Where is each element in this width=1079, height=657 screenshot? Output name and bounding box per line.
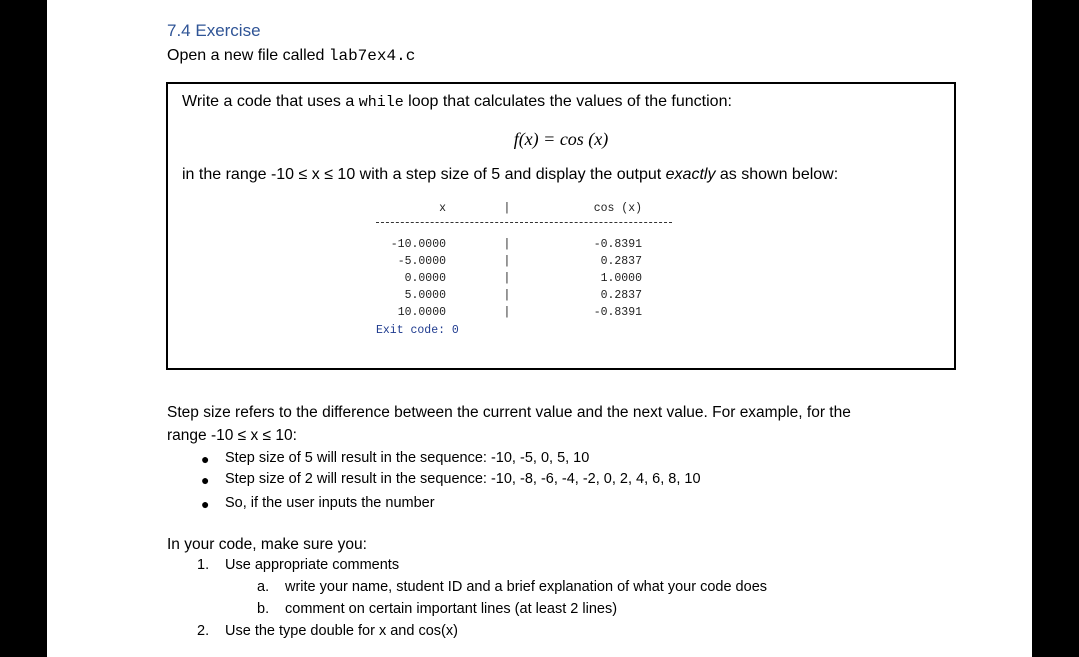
task-text-prefix: Write a code that uses a [182, 93, 359, 110]
range-text-suffix: as shown below: [715, 166, 839, 183]
requirements-intro: In your code, make sure you: [167, 536, 367, 553]
row-separator: | [503, 306, 511, 319]
console-row [376, 306, 672, 322]
task-instruction [182, 93, 732, 111]
sub-item-label: a. [257, 579, 270, 595]
row-x: 0.0000 [404, 272, 446, 285]
exit-code: Exit code: 0 [376, 324, 459, 337]
row-separator: | [503, 272, 511, 285]
open-file-instruction [167, 47, 415, 65]
row-x: 10.0000 [397, 306, 446, 319]
range-instruction [182, 166, 838, 184]
task-box [166, 82, 956, 370]
step-paragraph-line2: range -10 ≤ x ≤ 10: [167, 427, 297, 444]
row-separator: | [503, 255, 511, 268]
open-file-text: Open a new file called [167, 47, 329, 64]
range-emphasis: exactly [665, 166, 716, 183]
section-heading: 7.4 Exercise [167, 21, 261, 40]
step-paragraph-line1: Step size refers to the difference between the current value and the next value. For example, for the [167, 404, 851, 421]
console-row [376, 238, 672, 254]
row-cos: -0.8391 [593, 306, 642, 319]
row-cos: 0.2837 [600, 255, 642, 268]
header-x: x [439, 202, 446, 215]
console-row [376, 289, 672, 305]
row-x: -5.0000 [397, 255, 446, 268]
row-x: 5.0000 [404, 289, 446, 302]
bullet-icon: ● [201, 496, 210, 512]
requirement-subitem: write your name, student ID and a brief explanation of what your code does [285, 579, 768, 595]
list-item: So, if the user inputs the number [225, 495, 435, 511]
filename: lab7ex4.c [328, 47, 416, 65]
row-x: -10.0000 [390, 238, 446, 251]
row-separator: | [503, 289, 511, 302]
console-output [376, 202, 672, 342]
row-cos: 1.0000 [600, 272, 642, 285]
console-row [376, 255, 672, 271]
row-separator: | [503, 238, 511, 251]
console-header-row [376, 202, 672, 218]
requirements-list [167, 556, 967, 646]
item-number: 1. [197, 557, 210, 573]
header-separator: | [503, 202, 511, 215]
list-item: Step size of 5 will result in the sequence: -10, -5, 0, 5, 10 [225, 450, 590, 466]
task-text-suffix: loop that calculates the values of the function: [403, 93, 732, 110]
requirement-item: Use appropriate comments [225, 557, 400, 573]
header-cos: cos (x) [593, 202, 642, 215]
requirement-subitem: comment on certain important lines (at least 2 lines) [285, 601, 618, 617]
bullet-icon: ● [201, 451, 210, 467]
list-item: Step size of 2 will result in the sequence: -10, -8, -6, -4, -2, 0, 2, 4, 6, 8, 10 [225, 471, 701, 487]
bullet-icon: ● [201, 472, 210, 488]
document-page [47, 0, 1032, 657]
sub-item-label: b. [257, 601, 270, 617]
step-bullet-list [167, 449, 967, 519]
function-formula: f(x) = cos (x) [513, 129, 609, 149]
range-text-prefix: in the range -10 ≤ x ≤ 10 with a step size of 5 and display the output [182, 166, 666, 183]
console-row [376, 272, 672, 288]
row-cos: -0.8391 [593, 238, 642, 251]
row-cos: 0.2837 [600, 289, 642, 302]
requirement-item: Use the type double for x and cos(x) [225, 623, 458, 639]
while-keyword: while [358, 94, 404, 111]
dashed-divider [376, 222, 672, 223]
item-number: 2. [197, 623, 210, 639]
